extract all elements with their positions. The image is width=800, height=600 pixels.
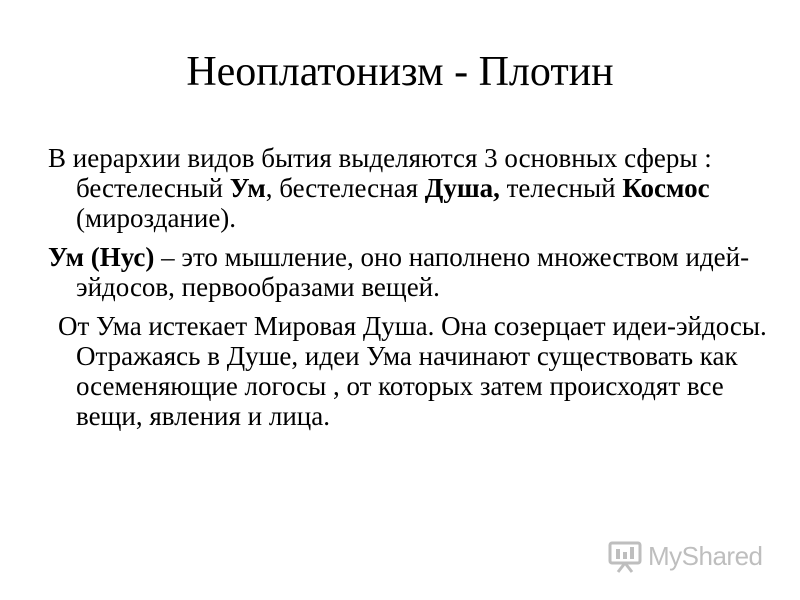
paragraph-spheres xyxy=(48,143,768,233)
bold-term: Ум (Нус) xyxy=(48,242,155,272)
text-run: , бестелесная xyxy=(265,173,425,203)
presentation-screen-icon xyxy=(608,539,644,573)
slide-body xyxy=(48,143,768,440)
slide-title: Неоплатонизм - Плотин xyxy=(186,49,614,95)
myshared-watermark xyxy=(608,536,763,576)
text-run: телесный xyxy=(499,173,623,203)
paragraph-world-soul xyxy=(48,311,768,431)
text-run: В иерархии видов бытия выделяются 3 основных сферы : бестелесный xyxy=(48,143,712,203)
bold-term: Ум xyxy=(229,173,266,203)
paragraph-nous xyxy=(48,242,768,302)
text-run: От Ума истекает Мировая Душа. Она созерцает идеи-эйдосы. Отражаясь в Душе, идеи Ума начинают существовать как осеменяющие логосы , от которых затем происходят все вещи, явления и лица. xyxy=(58,311,767,431)
watermark-text: MyShared xyxy=(648,540,763,571)
text-run: (мироздание). xyxy=(76,203,237,233)
bold-term: Душа, xyxy=(424,173,500,203)
bold-term: Космос xyxy=(622,173,710,203)
text-run: – это мышление, оно наполнено множеством идей-эйдосов, первообразами вещей. xyxy=(76,242,750,302)
